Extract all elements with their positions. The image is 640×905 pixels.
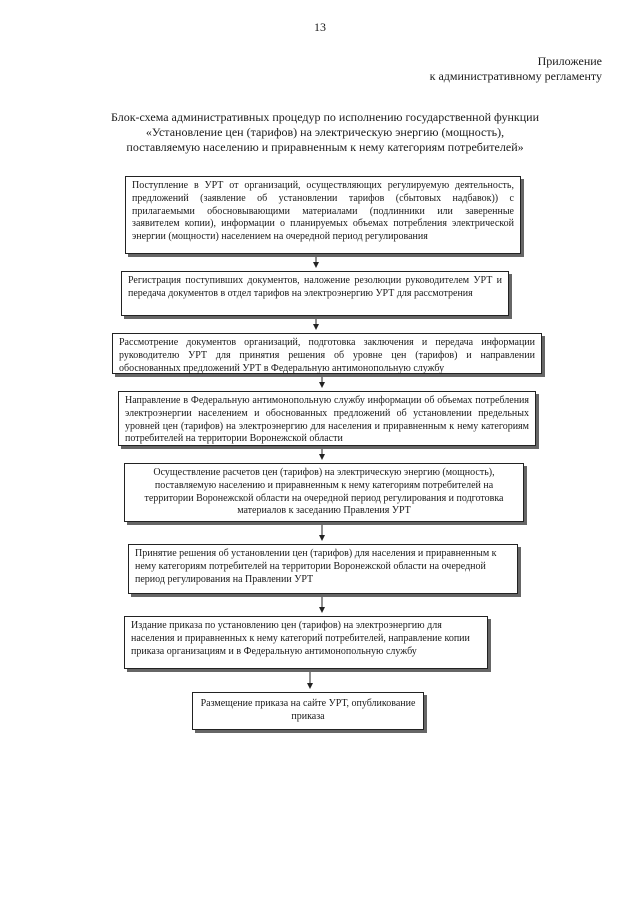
- annex-line-2: к административному регламенту: [429, 69, 602, 83]
- step-8-order-publication: Размещение приказа на сайте УРТ, опубликование приказа: [192, 692, 424, 730]
- title-line-2: «Установление цен (тарифов) на электрическую энергию (мощность),: [145, 125, 505, 139]
- step-4-send-to-fas: Направление в Федеральную антимонопольную службу информации об объемах потребления электроэнергии населением и обоснованных предложений об установлении предельных уровней цен (тарифов) на электроэнергию для населения и приравненным к нему категориям потребителей на территории Воронежской области: [118, 391, 536, 446]
- title-line-1: Блок-схема административных процедур по исполнению государственной функции: [110, 110, 540, 124]
- step-2-registration: Регистрация поступивших документов, наложение резолюции руководителем УРТ и передача документов в отдел тарифов на электроэнергию УРТ для рассмотрения: [121, 271, 509, 316]
- step-6-tariff-decision: Принятие решения об установлении цен (тарифов) для населения и приравненным к нему категориям потребителей на территории Воронежской области на очередной период регулирования на Правлении УРТ: [128, 544, 518, 594]
- step-7-order-issuance: Издание приказа по установлению цен (тарифов) на электроэнергию для населения и приравненных к нему категорий потребителей, направление копии приказа организациям и в Федеральную антимонопольную службу: [124, 616, 488, 669]
- step-5-calculation-of-tariffs: Осуществление расчетов цен (тарифов) на электрическую энергию (мощность), поставляемую населению и приравненным к нему категориям потребителей на территории Воронежской области на очередной период регулирования и подготовка материалов к заседанию Правления УРТ: [124, 463, 524, 522]
- step-3-review-documents: Рассмотрение документов организаций, подготовка заключения и передача информации руководителю УРТ для принятия решения об уровне цен (тарифов) и направлении обоснованных предложений УРТ в Федеральную антимонопольную службу: [112, 333, 542, 374]
- annex-line-1: Приложение: [537, 54, 602, 68]
- page-number: 13: [314, 20, 326, 34]
- step-1-receipt-of-proposals: Поступление в УРТ от организаций, осуществляющих регулируемую деятельность, предложений (заявление об установлении тарифов (сбытовых надбавок)) с прилагаемыми обосновывающими материалами (подлинники или заверенные заявителем копии), информации о планируемых объемах потребления электрической энергии (мощности) населением на очередной период регулирования: [125, 176, 521, 254]
- title-line-3: поставляемую населению и приравненным к нему категориям потребителей»: [126, 140, 524, 154]
